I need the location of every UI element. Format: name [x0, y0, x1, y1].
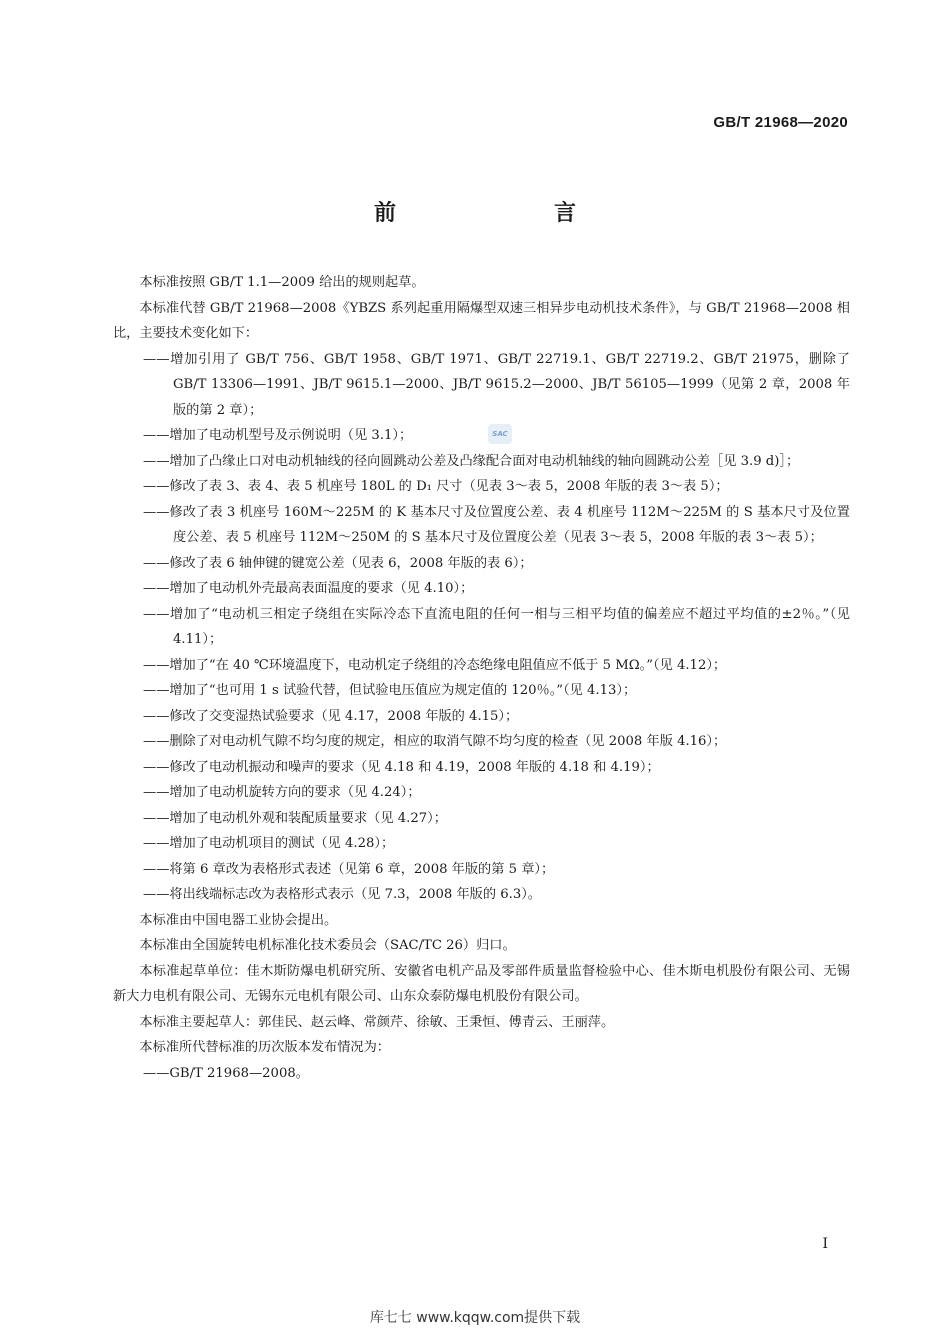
list-item: ——增加了电动机型号及示例说明（见 3.1）；	[143, 428, 413, 443]
paragraph-drafting-rules: 本标准按照 GB/T 1.1—2009 给出的规则起草。	[139, 275, 425, 290]
foreword-body	[113, 270, 850, 1086]
paragraph-committee: 本标准由全国旋转电机标准化技术委员会（SAC/TC 26）归口。	[139, 938, 516, 953]
list-item: ——修改了交变湿热试验要求（见 4.17，2008 年版的 4.15）；	[143, 708, 519, 724]
paragraph-replacement-note: 本标准代替 GB/T 21968—2008《YBZS 系列起重用隔爆型双速三相异步电动机技术条件》，与 GB/T 21968—2008 相比，主要技术变化如下：	[113, 300, 850, 341]
page-number: I	[822, 1236, 828, 1252]
list-item: ——修改了电动机振动和噪声的要求（见 4.18 和 4.19，2008 年版的 4.18 和 4.19）；	[143, 759, 660, 775]
paragraph-history-intro: 本标准所代替标准的历次版本发布情况为：	[139, 1040, 390, 1055]
changes-list	[113, 347, 850, 908]
list-item: ——将出线端标志改为表格形式表示（见 7.3，2008 年版的 6.3）。	[143, 887, 541, 902]
list-item: ——将第 6 章改为表格形式表述（见第 6 章，2008 年版的第 5 章）；	[143, 861, 555, 877]
page-title: 前 言	[373, 201, 614, 226]
list-item: ——增加了电动机旋转方向的要求（见 4.24）；	[143, 785, 421, 800]
list-item: ——删除了对电动机气隙不均匀度的规定，相应的取消气隙不均匀度的检查（见 2008 年版 4.16）；	[143, 734, 727, 749]
list-item: ——增加引用了 GB/T 756、GB/T 1958、GB/T 1971、GB/T 22719.1、GB/T 22719.2、GB/T 21975，删除了 GB/T 13306—1991、JB/T 9615.1—2000、JB/T 9615.2—2000、JB/T 56105—1999（见第 2 章，2008 年版的第 2 章）；	[143, 351, 850, 418]
list-item: ——增加了凸缘止口对电动机轴线的径向圆跳动公差及凸缘配合面对电动机轴线的轴向圆跳动公差［见 3.9 d)］；	[143, 453, 800, 469]
paragraph-proposer: 本标准由中国电器工业协会提出。	[139, 912, 338, 928]
list-item: ——增加了“在 40 ℃环境温度下，电动机定子绕组的冷态绝缘电阻值应不低于 5 MΩ。”（见 4.12）；	[143, 657, 727, 673]
paragraph-drafters: 本标准主要起草人：郭佳民、赵云峰、常颜芹、徐敏、王秉恒、傅青云、王丽萍。	[139, 1014, 615, 1030]
list-item: ——修改了表 3、表 4、表 5 机座号 180L 的 D₁ 尺寸（见表 3～表 5，2008 年版的表 3～表 5）；	[143, 479, 729, 494]
paragraph-drafting-units: 本标准起草单位：佳木斯防爆电机研究所、安徽省电机产品及零部件质量监督检验中心、佳木斯电机股份有限公司、无锡新大力电机有限公司、无锡东元电机有限公司、山东众泰防爆电机股份有限公司。	[113, 963, 850, 1004]
standard-number: GB/T 21968—2020	[713, 114, 848, 131]
list-item: ——增加了电动机外观和装配质量要求（见 4.27）；	[143, 810, 447, 826]
list-item: ——增加了“电动机三相定子绕组在实际冷态下直流电阻的任何一相与三相平均值的偏差应不超过平均值的±2％。”（见 4.11）；	[143, 606, 850, 647]
history-item: ——GB/T 21968—2008。	[143, 1065, 309, 1081]
list-item: ——增加了电动机外壳最高表面温度的要求（见 4.10）；	[143, 581, 474, 596]
list-item: ——增加了电动机项目的测试（见 4.28）；	[143, 836, 395, 851]
list-item: ——增加了“也可用 1 s 试验代替，但试验电压值应为规定值的 120％。”（见 4.13）；	[143, 683, 637, 698]
sac-watermark-logo: SAC	[488, 424, 512, 444]
list-item: ——修改了表 6 轴伸键的键宽公差（见表 6，2008 年版的表 6）；	[143, 555, 533, 571]
download-footer: 库七七 www.kqqw.com提供下载	[369, 1310, 581, 1326]
list-item: ——修改了表 3 机座号 160M～225M 的 K 基本尺寸及位置度公差、表 4 机座号 112M～225M 的 S 基本尺寸及位置度公差、表 5 机座号 112M～250M 的 S 基本尺寸及位置度公差（见表 3～表 5，2008 年版的表 3～表 5）；	[143, 504, 850, 545]
